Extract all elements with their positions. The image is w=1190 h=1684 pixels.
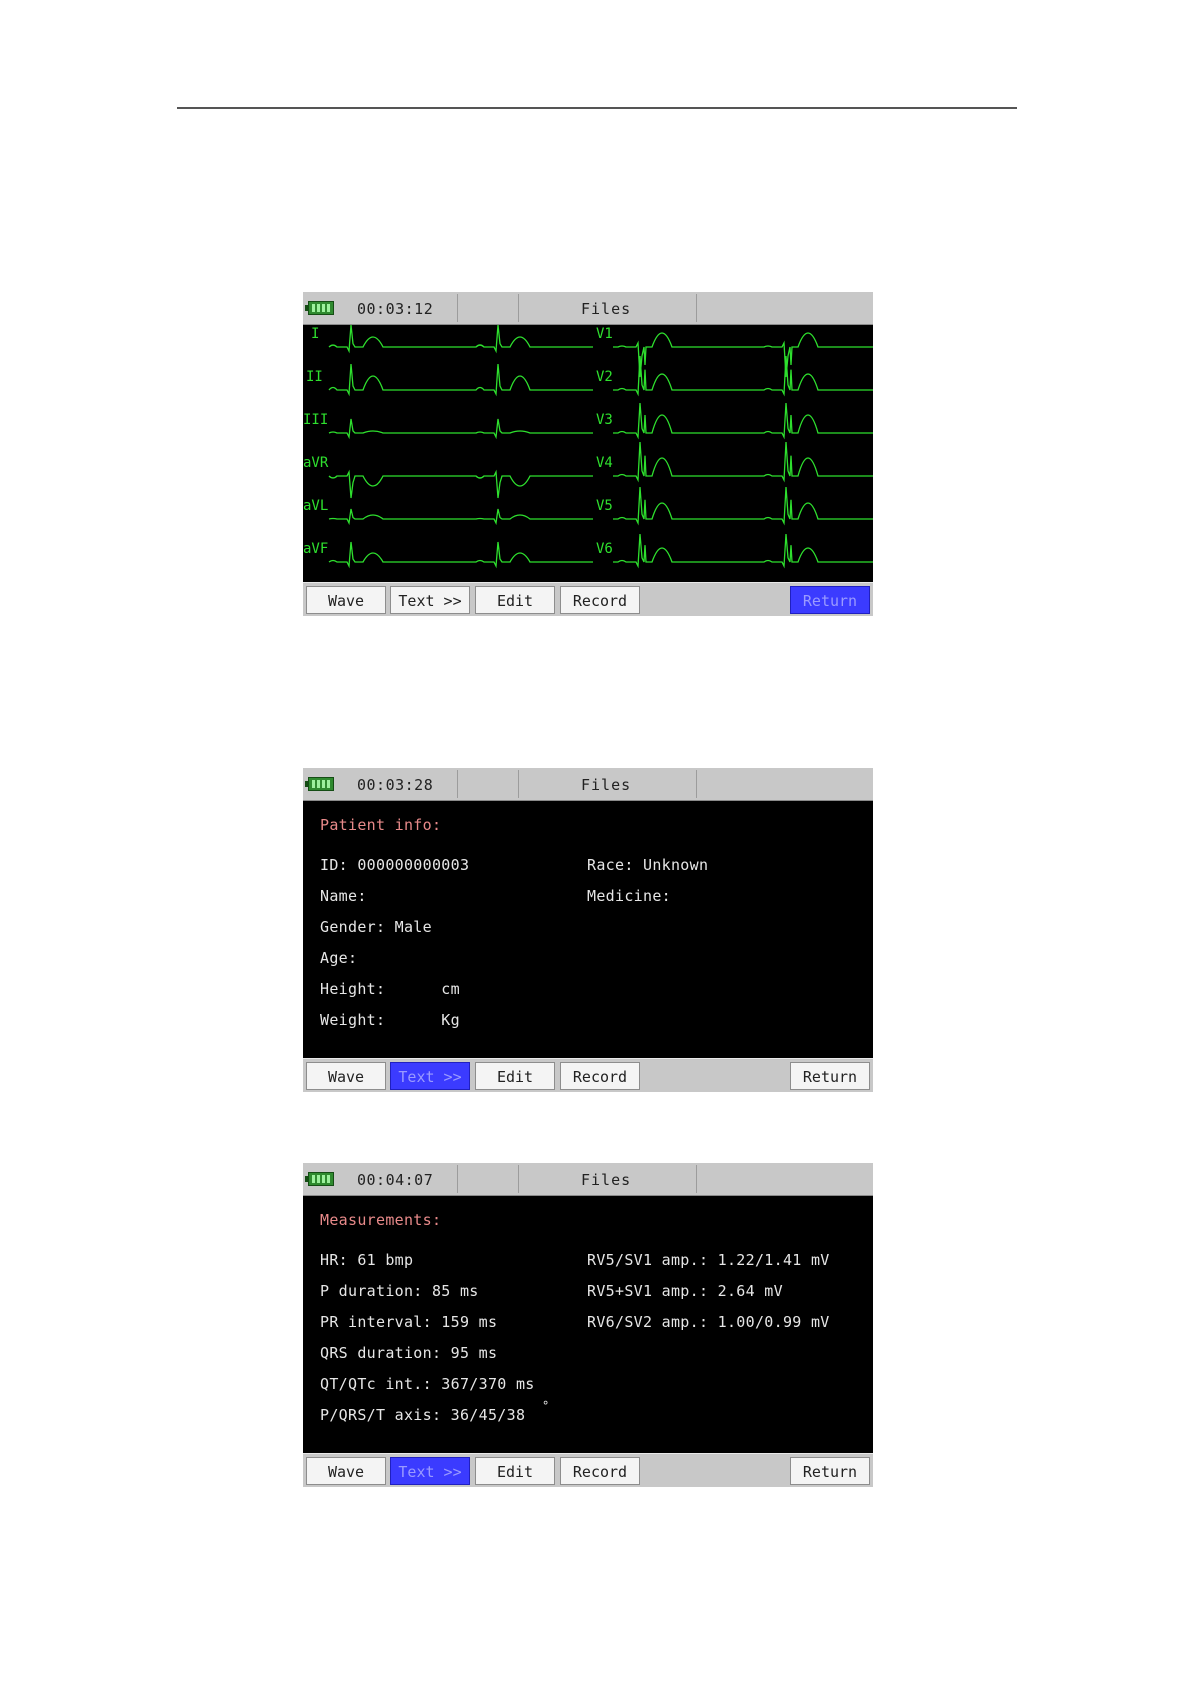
patient-name: Name: bbox=[320, 887, 367, 905]
lead-label-V1: V1 bbox=[596, 326, 613, 342]
measurements-screen bbox=[303, 1163, 873, 1487]
screen-title: Files bbox=[581, 1171, 632, 1189]
battery-icon bbox=[308, 777, 334, 791]
status-divider bbox=[518, 294, 519, 322]
clock-time: 00:03:28 bbox=[357, 776, 434, 794]
status-divider bbox=[696, 770, 697, 798]
edit-button[interactable]: Edit bbox=[475, 1062, 555, 1090]
measurement-rv6-sv2: RV6/SV2 amp.: 1.00/0.99 mV bbox=[587, 1313, 830, 1331]
ecg-waveforms bbox=[303, 325, 873, 582]
status-bar bbox=[303, 292, 873, 325]
lead-label-V4: V4 bbox=[596, 455, 613, 471]
measurement-qrs-duration: QRS duration: 95 ms bbox=[320, 1344, 498, 1362]
ecg-trace-aVF bbox=[329, 542, 593, 566]
bottom-button-bar bbox=[303, 1453, 873, 1487]
screen-title: Files bbox=[581, 300, 632, 318]
record-button[interactable]: Record bbox=[560, 1062, 640, 1090]
section-title: Patient info: bbox=[320, 816, 442, 834]
measurement-axis: P/QRS/T axis: 36/45/38 bbox=[320, 1406, 526, 1424]
text-button[interactable]: Text >> bbox=[390, 1457, 470, 1485]
page-top-rule bbox=[177, 107, 1017, 109]
patient-gender: Gender: Male bbox=[320, 918, 432, 936]
clock-time: 00:04:07 bbox=[357, 1171, 434, 1189]
bottom-button-bar bbox=[303, 582, 873, 616]
ecg-trace-I bbox=[329, 325, 593, 351]
ecg-trace-aVR bbox=[329, 472, 593, 498]
patient-height: Height: cm bbox=[320, 980, 460, 998]
ecg-trace-V3 bbox=[613, 403, 873, 437]
record-button[interactable]: Record bbox=[560, 1457, 640, 1485]
patient-medicine: Medicine: bbox=[587, 887, 671, 905]
lead-label-V5: V5 bbox=[596, 498, 613, 514]
patient-info-screen bbox=[303, 768, 873, 1092]
measurement-rv5-sv1: RV5/SV1 amp.: 1.22/1.41 mV bbox=[587, 1251, 830, 1269]
ecg-trace-V5 bbox=[613, 487, 873, 523]
measurement-pr-interval: PR interval: 159 ms bbox=[320, 1313, 498, 1331]
wave-button[interactable]: Wave bbox=[306, 586, 386, 614]
status-divider bbox=[457, 294, 458, 322]
lead-label-V2: V2 bbox=[596, 369, 613, 385]
status-bar bbox=[303, 1163, 873, 1196]
bottom-button-bar bbox=[303, 1058, 873, 1092]
patient-id: ID: 000000000003 bbox=[320, 856, 470, 874]
lead-label-aVF: aVF bbox=[303, 541, 329, 557]
lead-label-I: I bbox=[311, 326, 320, 342]
ecg-trace-V1 bbox=[613, 333, 873, 377]
lead-label-V6: V6 bbox=[596, 541, 613, 557]
ecg-trace-V2 bbox=[613, 356, 873, 394]
edit-button[interactable]: Edit bbox=[475, 1457, 555, 1485]
ecg-trace-V6 bbox=[613, 534, 873, 566]
ecg-trace-III bbox=[329, 419, 593, 437]
battery-icon bbox=[308, 301, 334, 315]
return-button[interactable]: Return bbox=[790, 1062, 870, 1090]
clock-time: 00:03:12 bbox=[357, 300, 434, 318]
return-button[interactable]: Return bbox=[790, 1457, 870, 1485]
measurement-qt-qtc: QT/QTc int.: 367/370 ms bbox=[320, 1375, 535, 1393]
edit-button[interactable]: Edit bbox=[475, 586, 555, 614]
status-divider bbox=[457, 1165, 458, 1193]
status-divider bbox=[518, 1165, 519, 1193]
degree-symbol: ° bbox=[542, 1399, 550, 1413]
lead-label-II: II bbox=[306, 369, 323, 385]
wave-button[interactable]: Wave bbox=[306, 1457, 386, 1485]
lead-label-aVR: aVR bbox=[303, 455, 329, 471]
ecg-trace-II bbox=[329, 364, 593, 394]
measurement-rv5-plus-sv1: RV5+SV1 amp.: 2.64 mV bbox=[587, 1282, 783, 1300]
status-divider bbox=[518, 770, 519, 798]
patient-race: Race: Unknown bbox=[587, 856, 709, 874]
status-bar bbox=[303, 768, 873, 801]
lead-label-aVL: aVL bbox=[303, 498, 329, 514]
ecg-trace-aVL bbox=[329, 509, 593, 523]
record-button[interactable]: Record bbox=[560, 586, 640, 614]
measurement-p-duration: P duration: 85 ms bbox=[320, 1282, 479, 1300]
patient-age: Age: bbox=[320, 949, 358, 967]
lead-label-III: III bbox=[303, 412, 329, 428]
patient-weight: Weight: Kg bbox=[320, 1011, 460, 1029]
patient-info-panel bbox=[303, 801, 873, 1058]
battery-icon bbox=[308, 1172, 334, 1186]
measurements-panel bbox=[303, 1196, 873, 1453]
screen-title: Files bbox=[581, 776, 632, 794]
ecg-wave-screen bbox=[303, 292, 873, 616]
ecg-waveform-area bbox=[303, 325, 873, 582]
measurement-hr: HR: 61 bmp bbox=[320, 1251, 414, 1269]
wave-button[interactable]: Wave bbox=[306, 1062, 386, 1090]
ecg-trace-V4 bbox=[613, 442, 873, 480]
status-divider bbox=[696, 1165, 697, 1193]
status-divider bbox=[457, 770, 458, 798]
status-divider bbox=[696, 294, 697, 322]
section-title: Measurements: bbox=[320, 1211, 442, 1229]
lead-label-V3: V3 bbox=[596, 412, 613, 428]
text-button[interactable]: Text >> bbox=[390, 586, 470, 614]
text-button[interactable]: Text >> bbox=[390, 1062, 470, 1090]
return-button[interactable]: Return bbox=[790, 586, 870, 614]
